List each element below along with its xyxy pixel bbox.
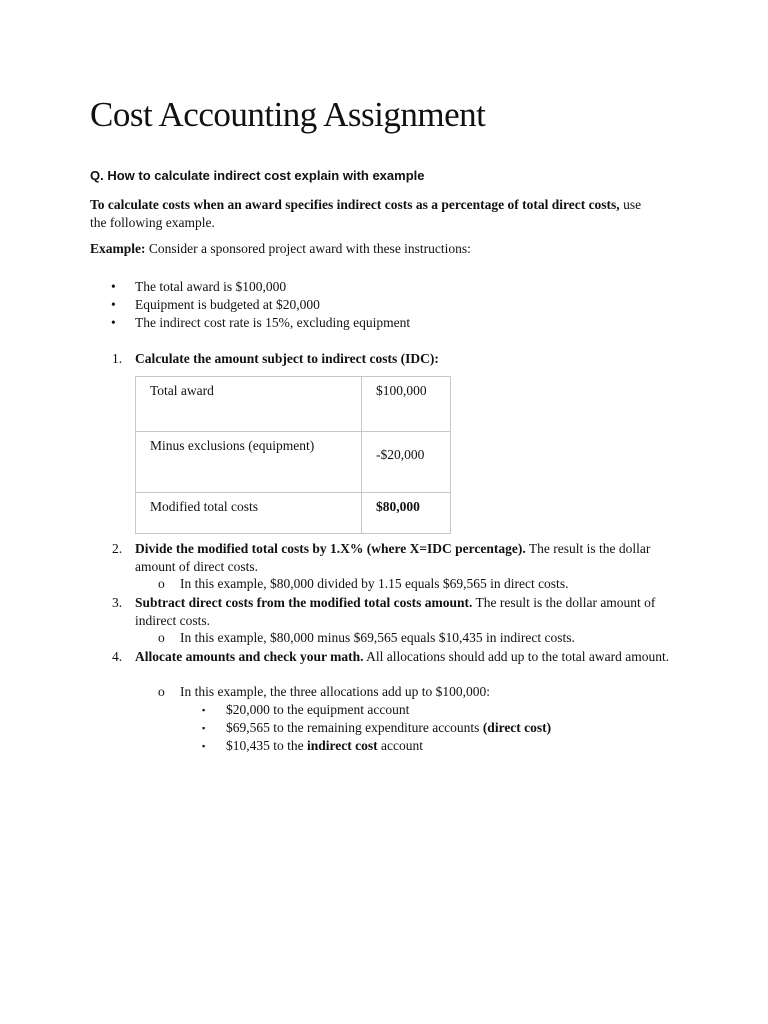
step-text: The result is the dollar amount of indirect costs. <box>135 595 656 628</box>
step-heading: Divide the modified total costs by 1.X% (where X=IDC percentage). <box>135 541 526 556</box>
question-heading: Q. How to calculate indirect cost explain with example <box>90 168 425 183</box>
table-row <box>136 432 451 493</box>
page-title: Cost Accounting Assignment <box>90 95 486 134</box>
document-page <box>90 92 690 753</box>
square-bullet-marker: ▪ <box>202 741 206 751</box>
sub-bullet-marker: o <box>158 630 165 645</box>
step-number: 4. <box>112 649 123 664</box>
intro-bold-text: To calculate costs when an award specifies indirect costs as a percentage of total direct costs, <box>90 197 620 212</box>
square-bullet-marker: ▪ <box>202 705 206 715</box>
sub-text: In this example, $80,000 divided by 1.15 equals $69,565 in direct costs. <box>180 576 569 591</box>
step-number: 2. <box>112 541 123 556</box>
intro-paragraph <box>90 196 660 232</box>
table-row <box>136 377 451 432</box>
table-cell-label: Minus exclusions (equipment) <box>136 432 362 493</box>
table-cell-value: -$20,000 <box>362 432 451 493</box>
square-bullet-marker: ▪ <box>202 723 206 733</box>
list-item: • The total award is $100,000 <box>90 278 410 296</box>
award-instructions-list <box>90 278 410 332</box>
intro-text: use the following example. <box>90 197 642 230</box>
sub-text: In this example, the three allocations add up to $100,000: <box>180 684 491 699</box>
step-number: 1. <box>112 351 123 366</box>
example-paragraph <box>90 241 471 257</box>
table-row <box>136 493 451 534</box>
table-cell-label: Total award <box>136 377 362 432</box>
step-number: 3. <box>112 595 123 610</box>
list-item: • Equipment is budgeted at $20,000 <box>90 296 410 314</box>
example-text: Consider a sponsored project award with these instructions: <box>145 241 471 256</box>
table-cell-value: $80,000 <box>362 493 451 534</box>
step-text: All allocations should add up to the total award amount. <box>363 649 670 664</box>
allocation-text: $20,000 to the equipment account <box>226 702 410 717</box>
list-item: • The indirect cost rate is 15%, excluding equipment <box>90 314 410 332</box>
sub-bullet-marker: o <box>158 576 165 591</box>
sub-text: In this example, $80,000 minus $69,565 equals $10,435 in indirect costs. <box>180 630 575 645</box>
allocation-text: $69,565 to the remaining expenditure accounts (direct cost) <box>226 720 552 735</box>
step-heading: Calculate the amount subject to indirect costs (IDC): <box>135 351 439 366</box>
table-cell-value: $100,000 <box>362 377 451 432</box>
example-label: Example: <box>90 241 146 256</box>
sub-bullet-marker: o <box>158 684 165 699</box>
allocation-text: $10,435 to the indirect cost account <box>226 738 423 753</box>
step-text: The result is the dollar amount of direct costs. <box>135 541 651 574</box>
step-heading: Subtract direct costs from the modified total costs amount. <box>135 595 473 610</box>
idc-table <box>135 376 451 534</box>
step-heading: Allocate amounts and check your math. <box>135 649 364 664</box>
table-cell-label: Modified total costs <box>136 493 362 534</box>
